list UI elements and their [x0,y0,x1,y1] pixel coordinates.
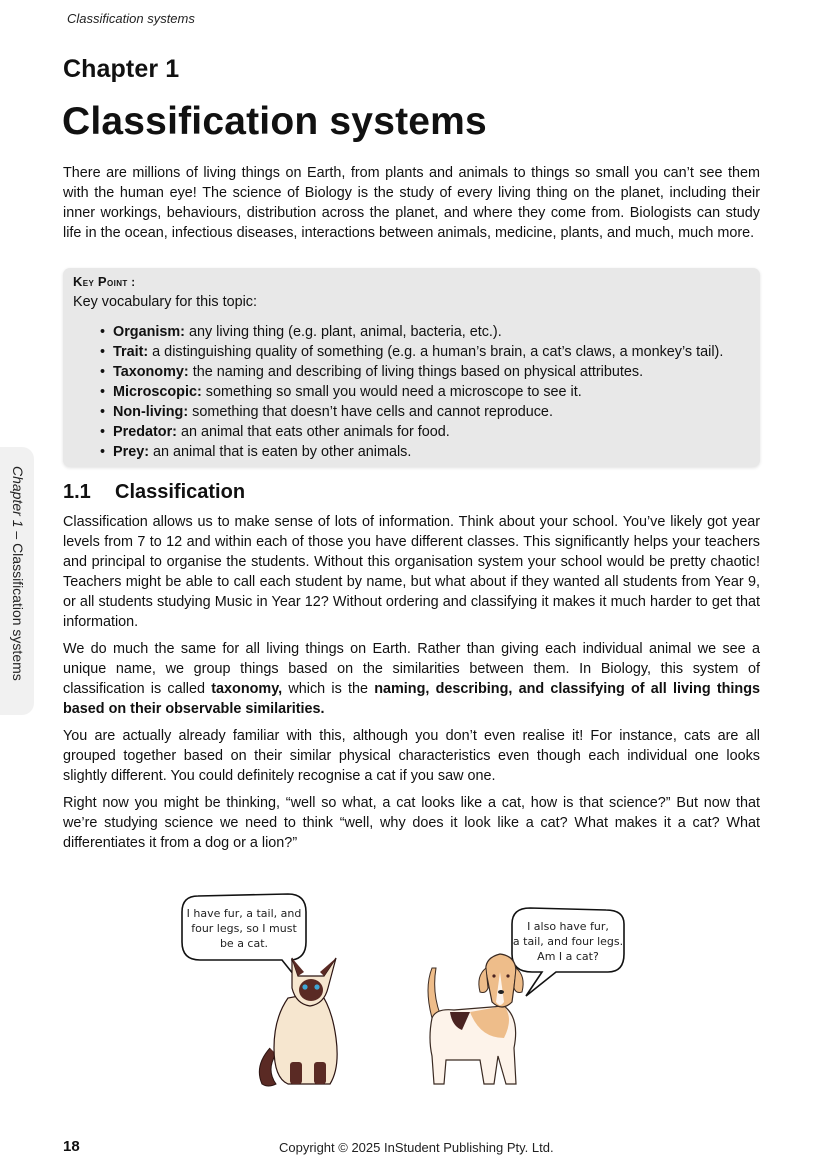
key-point-box [63,268,760,467]
vocab-item-organism: • Organism: any living thing (e.g. plant, animal, bacteria, etc.). [100,322,750,342]
paragraph-3: You are actually already familiar with this, although you don’t even realise it! For instance, cats are all grouped together based on their similar physical characteristics even though each individual one looks slightly different. You could definitely recognise a cat if you saw one. [63,728,760,784]
paragraph-1: Classification allows us to make sense of lots of information. Think about your school. You’ve likely got year levels from 7 to 12 and within each of those you have different classes. This significantly helps your teachers and principal to organise the students. Without this organisation system your school would be pretty chaotic! Teachers might be able to call each student by name, but what about if they wanted all students from Year 9, or all students studying Music in Year 12? Without ordering and classifying it makes it much harder to get that information. [63,514,760,630]
vocab-item-microscopic: • Microscopic: something so small you would need a microscope to see it. [100,382,750,402]
key-point-title: Key Point : [73,274,136,289]
vocab-item-non-living: • Non-living: something that doesn’t have cells and cannot reproduce. [100,402,750,422]
vocab-item-taxonomy: • Taxonomy: the naming and describing of living things based on physical attributes. [100,362,750,382]
cat-dog-illustration [170,888,650,1098]
chapter-label: Chapter 1 [63,55,180,83]
running-header: Classification systems [67,11,195,26]
vocab-item-trait: • Trait: a distinguishing quality of something (e.g. a human’s brain, a cat’s claws, a monkey’s tail). [100,342,750,362]
paragraph-4: Right now you might be thinking, “well so what, a cat looks like a cat, how is that science?” But now that we’re studying science we need to think “well, why does it look like a cat? What makes it a cat? What differentiates it from a dog or a lion?” [63,795,760,851]
section-heading: 1.1 Classification [63,481,246,503]
paragraph-2: We do much the same for all living things on Earth. Rather than giving each individual animal we see a unique name, we group things based on the similarities between them. In Biology, this system of classification is called taxonomy, which is the naming, describing, and classifying of all living things based on their observable similarities. [63,641,760,717]
siamese-cat-icon [259,958,337,1086]
page-number: 18 [63,1138,80,1155]
key-point-intro: Key vocabulary for this topic: [73,294,257,310]
vocab-item-prey: • Prey: an animal that is eaten by other animals. [100,442,750,462]
intro-paragraph [63,163,760,250]
section-body [63,512,760,860]
cat-speech-text: I have fur, a tail, and four legs, so I must be a cat. [186,907,302,950]
beagle-dog-icon [428,954,523,1084]
vocab-item-predator: • Predator: an animal that eats other animals for food. [100,422,750,442]
intro-text: There are millions of living things on Earth, from plants and animals to things so small you can’t see them with the human eye! The science of Biology is the study of every living thing on the planet, including their inner workings, behaviours, distribution across the planet, and where they come from. Biologists can study life in the ocean, infectious diseases, interactions between animals, medicine, plants, and much, much more. [63,165,760,241]
side-tab-label: Chapter 1 – Classification systems [10,466,26,681]
dog-speech-text: I also have fur, a tail, and four legs. Am I a cat? [512,920,624,963]
vocabulary-list [73,322,750,462]
chapter-title: Classification systems [62,100,487,143]
copyright-notice: Copyright © 2025 InStudent Publishing Pty. Ltd. [279,1140,554,1155]
